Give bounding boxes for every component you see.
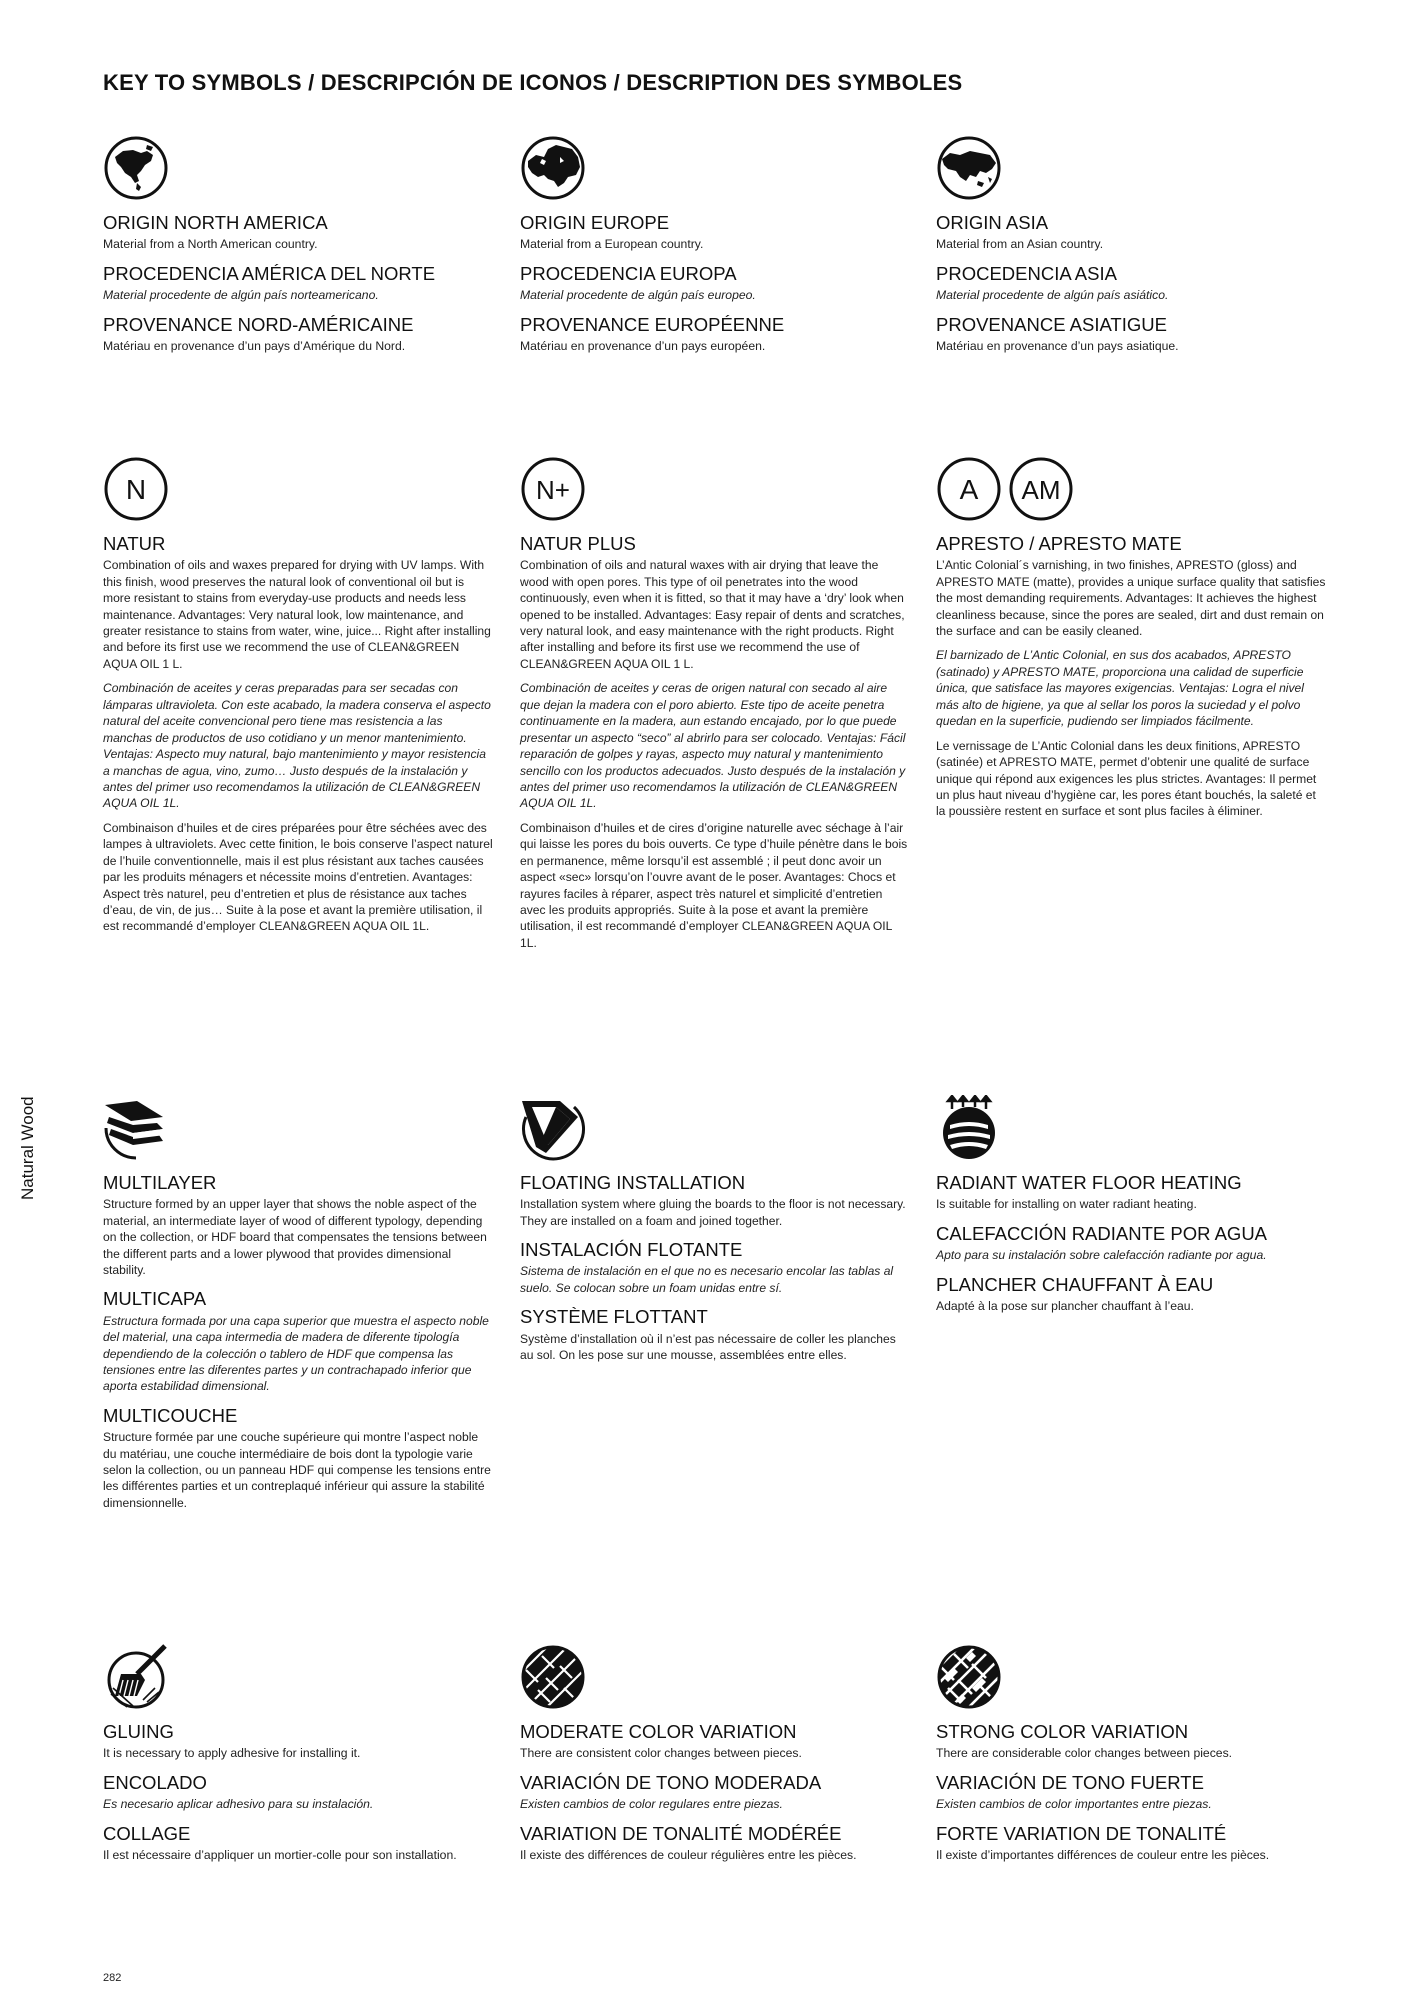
origin-europe-en-text: Material from a European country.	[520, 237, 704, 252]
natur-plus-title: NATUR PLUS	[520, 533, 636, 554]
origin-europe-fr-title: PROVENANCE EUROPÉENNE	[520, 314, 785, 336]
strong-es-text: Existen cambios de color importantes entre piezas.	[936, 1797, 1212, 1812]
natur-plus-es-text: Combinación de aceites y ceras de origen natural con secado al aire que dejan la madera con el poro abierto. Este tipo de aceite penetra continuamente en la madera, aun estando encajado, por lo que puede presentar un aspecto “seco” al abrirlo para ser colocado. Ventajas: Fácil reparación de golpes y rayas, aspecto muy natural y mantenimiento sencillo con los productos adecuados. Justo después de la instalación y antes del primer uso recomendamos la utilización de CLEAN&GREEN AQUA OIL 1L.	[520, 681, 906, 811]
multilayer-fr-title: MULTICOUCHE	[103, 1404, 238, 1426]
origin-north-america-es-text: Material procedente de algún país norteamericano.	[103, 288, 379, 303]
origin-asia-block	[936, 135, 1326, 361]
origin-north-america-fr-title: PROVENANCE NORD-AMÉRICAINE	[103, 314, 414, 336]
origin-asia-en-title: ORIGIN ASIA	[936, 212, 1049, 233]
floating-fr-title: SYSTÈME FLOTTANT	[520, 1306, 708, 1328]
strong-es-title: VARIACIÓN DE TONO FUERTE	[936, 1772, 1204, 1794]
multilayer-es-title: MULTICAPA	[103, 1288, 207, 1310]
apresto-es-text: El barnizado de L’Antic Colonial, en sus dos acabados, APRESTO (satinado) y APRESTO MATE, proporciona una calidad de superficie única, que satisface las mayores exigencias. Ventajas: Logra el nivel más alto de higiene, ya que al sellar los poros la suciedad y el polvo quedan en la superficie, pudiendo ser limpiados fácilmente.	[936, 648, 1304, 729]
origin-north-america-es-title: PROCEDENCIA AMÉRICA DEL NORTE	[103, 263, 436, 285]
gluing-es-text: Es necesario aplicar adhesivo para su instalación.	[103, 1797, 374, 1812]
natur-plus-en-text: Combination of oils and natural waxes with air drying that leave the wood with open pores. This type of oil penetrates into the wood continuously, even when it is fitted, so that it may have a ‘dry’ look when opened to be installed. Advantages: Easy repair of dents and scratches, very natural look, and easy maintenance with the right products. Right after installing and before its first use we recommend the use of CLEAN&GREEN AQUA OIL 1 L.	[520, 558, 905, 671]
heating-es-text: Apto para su instalación sobre calefacción radiante por agua.	[936, 1248, 1267, 1263]
origin-asia-es-text: Material procedente de algún país asiático.	[936, 288, 1169, 303]
origin-asia-es-title: PROCEDENCIA ASIA	[936, 263, 1117, 285]
natur-plus-icon	[520, 456, 586, 522]
multilayer-en-title: MULTILAYER	[103, 1172, 217, 1193]
origin-asia-fr-title: PROVENANCE ASIATIGUE	[936, 314, 1167, 336]
multilayer-icon	[103, 1095, 169, 1161]
origin-europe-block	[520, 135, 910, 361]
origin-europe-es-text: Material procedente de algún país europeo.	[520, 288, 756, 303]
heating-en-text: Is suitable for installing on water radiant heating.	[936, 1197, 1197, 1212]
natur-block	[103, 456, 493, 943]
floating-installation-block	[520, 1095, 910, 1371]
floating-installation-icon	[520, 1095, 586, 1161]
moderate-color-variation-icon	[520, 1644, 586, 1710]
radiant-floor-heating-icon	[936, 1095, 1002, 1161]
origin-north-america-en-title: ORIGIN NORTH AMERICA	[103, 212, 328, 233]
origin-europe-es-title: PROCEDENCIA EUROPA	[520, 263, 737, 285]
apresto-mate-am-icon	[1008, 456, 1074, 522]
strong-fr-title: FORTE VARIATION DE TONALITÉ	[936, 1823, 1227, 1845]
apresto-a-icon	[936, 456, 1002, 522]
natur-plus-icon-label: N+	[536, 475, 570, 505]
strong-en-title: STRONG COLOR VARIATION	[936, 1721, 1189, 1742]
natur-en-text: Combination of oils and waxes prepared for drying with UV lamps. With this finish, wood preserves the natural look of conventional oil but is more resistant to stains from everyday-use products and needs less maintenance. Advantages: Very natural look, low maintenance, and greater resistance to stains from water, wine, juice... Right after installing and before its first use we recommend the use of CLEAN&GREEN AQUA OIL 1 L.	[103, 558, 491, 671]
strong-en-text: There are considerable color changes between pieces.	[936, 1746, 1233, 1761]
multilayer-fr-text: Structure formée par une couche supérieure qui montre l’aspect noble du matériau, une couche intermédiaire de bois dont la typologie varie selon la collection, ou un panneau HDF qui compense les tensions entre les différentes parties et un contreplaqué inférieur qui assure la stabilité dimensionnelle.	[103, 1430, 491, 1510]
natur-title: NATUR	[103, 533, 166, 554]
page-title: KEY TO SYMBOLS / DESCRIPCIÓN DE ICONOS / DESCRIPTION DES SYMBOLES	[103, 70, 963, 95]
origin-europe-en-title: ORIGIN EUROPE	[520, 212, 670, 233]
gluing-brush-icon	[103, 1644, 169, 1710]
heating-es-title: CALEFACCIÓN RADIANTE POR AGUA	[936, 1223, 1268, 1245]
page-number: 282	[103, 1972, 122, 1984]
floating-en-title: FLOATING INSTALLATION	[520, 1172, 746, 1193]
origin-north-america-fr-text: Matériau en provenance d’un pays d’Amérique du Nord.	[103, 339, 406, 354]
heating-en-title: RADIANT WATER FLOOR HEATING	[936, 1172, 1242, 1193]
apresto-icon-label-am: AM	[1021, 475, 1061, 505]
natur-es-text: Combinación de aceites y ceras preparadas para ser secadas con lámparas ultravioleta. Con este acabado, la madera conserva el aspecto natural del aceite convencional pero tiene mas resistencia a las manchas de productos de uso cotidiano y un menor mantenimiento. Ventajas: Aspecto muy natural, bajo mantenimiento y mayor resistencia a manchas de agua, vino, zumo… Justo después de la instalación y antes del primer uso recomendamos la utilización de CLEAN&GREEN AQUA OIL 1L.	[103, 681, 491, 811]
multilayer-en-text: Structure formed by an upper layer that shows the noble aspect of the material, an intermediate layer of wood of different typology, depending on the collection, or HDF board that compensates the tensions between the different parts and a lower plywood that provides dimensional stability.	[103, 1197, 487, 1278]
multilayer-es-text: Estructura formada por una capa superior que muestra el aspecto noble del material, una capa intermedia de madera de diferente tipología dependiendo de la colección o tablero de HDF que compensa las tensiones entre las diferentes partes y un contrachapado inferior que aporta estabilidad dimensional.	[103, 1313, 489, 1394]
floating-es-title: INSTALACIÓN FLOTANTE	[520, 1239, 743, 1261]
globe-north-america-icon	[103, 135, 169, 201]
globe-europe-icon	[520, 135, 586, 201]
strong-color-variation-block	[936, 1644, 1326, 1870]
origin-north-america-block	[103, 135, 493, 361]
gluing-en-text: It is necessary to apply adhesive for installing it.	[103, 1746, 361, 1761]
gluing-en-title: GLUING	[103, 1721, 174, 1742]
natur-plus-fr-text: Combinaison d’huiles et de cires d’origine naturelle avec séchage à l’air qui laisse les pores du bois ouverts. Ce type d’huile pénètre dans le bois en permanence, même lorsqu’il est assemblé ; il peut donc avoir un aspect «sec» lorsqu’on l’ouvre avant de le poser. Avantages: Chocs et rayures faciles à réparer, aspect très naturel et simplicité d’entretien avec les produits appropriés. Suite à la pose et avant la première utilisation, il est recommandé d’employer CLEAN&GREEN AQUA OIL 1L.	[520, 820, 908, 950]
gluing-block	[103, 1644, 493, 1870]
moderate-en-text: There are consistent color changes between pieces.	[520, 1746, 802, 1761]
origin-north-america-en-text: Material from a North American country.	[103, 237, 318, 252]
heating-fr-text: Adapté à la pose sur plancher chauffant à l’eau.	[936, 1299, 1194, 1314]
floating-en-text: Installation system where gluing the boards to the floor is not necessary. They are installed on a foam and joined together.	[520, 1197, 906, 1228]
multilayer-block	[103, 1095, 493, 1519]
gluing-es-title: ENCOLADO	[103, 1772, 207, 1794]
radiant-heating-block	[936, 1095, 1326, 1321]
gluing-fr-text: Il est nécessaire d’appliquer un mortier-colle pour son installation.	[103, 1848, 457, 1863]
natur-n-icon	[103, 456, 169, 522]
natur-icon-label: N	[125, 474, 147, 505]
globe-asia-icon	[936, 135, 1002, 201]
floating-es-text: Sistema de instalación en el que no es necesario encolar las tablas al suelo. Se colocan sobre un foam unidas entre sí.	[520, 1264, 894, 1295]
side-section-label: Natural Wood	[18, 1096, 37, 1200]
natur-plus-block	[520, 456, 910, 959]
origin-asia-fr-text: Matériau en provenance d’un pays asiatique.	[936, 339, 1179, 354]
moderate-en-title: MODERATE COLOR VARIATION	[520, 1721, 797, 1742]
moderate-es-text: Existen cambios de color regulares entre piezas.	[520, 1797, 783, 1812]
apresto-en-text: L’Antic Colonial´s varnishing, in two finishes, APRESTO (gloss) and APRESTO MATE (matte), provides a unique surface quality that satisfies the most demanding requirements. Advantages: It achieves the highest cleanliness because, since the pores are sealed, dirt and dust remain on the surface and can be easily cleaned.	[936, 558, 1326, 639]
moderate-fr-text: Il existe des différences de couleur régulières entre les pièces.	[520, 1848, 857, 1863]
apresto-title: APRESTO / APRESTO MATE	[936, 533, 1182, 554]
apresto-icon-label-a: A	[959, 474, 979, 505]
apresto-fr-text: Le vernissage de L’Antic Colonial dans les deux finitions, APRESTO (satinée) et APRESTO MATE, permet d’obtenir une qualité de surface unique qui répond aux exigences les plus strictes. Avantages: Il permet un plus haut niveau d’hygiène car, les pores étant bouchés, la saleté et la poussière restent en surface et sont plus faciles à éliminer.	[936, 738, 1317, 819]
gluing-fr-title: COLLAGE	[103, 1823, 191, 1845]
strong-fr-text: Il existe d’importantes différences de couleur entre les pièces.	[936, 1848, 1270, 1863]
floating-fr-text: Système d’installation où il n’est pas nécessaire de coller les planches au sol. On les pose sur une mousse, assemblées entre elles.	[520, 1331, 896, 1362]
heating-fr-title: PLANCHER CHAUFFANT À EAU	[936, 1274, 1214, 1296]
moderate-color-variation-block	[520, 1644, 910, 1870]
natur-fr-text: Combinaison d’huiles et de cires préparées pour être séchées avec des lampes à ultraviolets. Avec cette finition, le bois conserve l’aspect naturel de l’huile conventionnelle, mais il est plus résistant aux taches causées par les produits ménagers et nécessite moins d’entretien. Avantages: Aspect très naturel, peu d’entretien et plus de résistance aux taches d’eau, de vin, de jus… Suite à la pose et avant la première utilisation, il est recommandé d’employer CLEAN&GREEN AQUA OIL 1L.	[103, 820, 493, 934]
moderate-es-title: VARIACIÓN DE TONO MODERADA	[520, 1772, 822, 1794]
origin-asia-en-text: Material from an Asian country.	[936, 237, 1104, 252]
origin-europe-fr-text: Matériau en provenance d’un pays européen.	[520, 339, 766, 354]
strong-color-variation-icon	[936, 1644, 1002, 1710]
apresto-block	[936, 456, 1326, 828]
moderate-fr-title: VARIATION DE TONALITÉ MODÉRÉE	[520, 1823, 842, 1845]
